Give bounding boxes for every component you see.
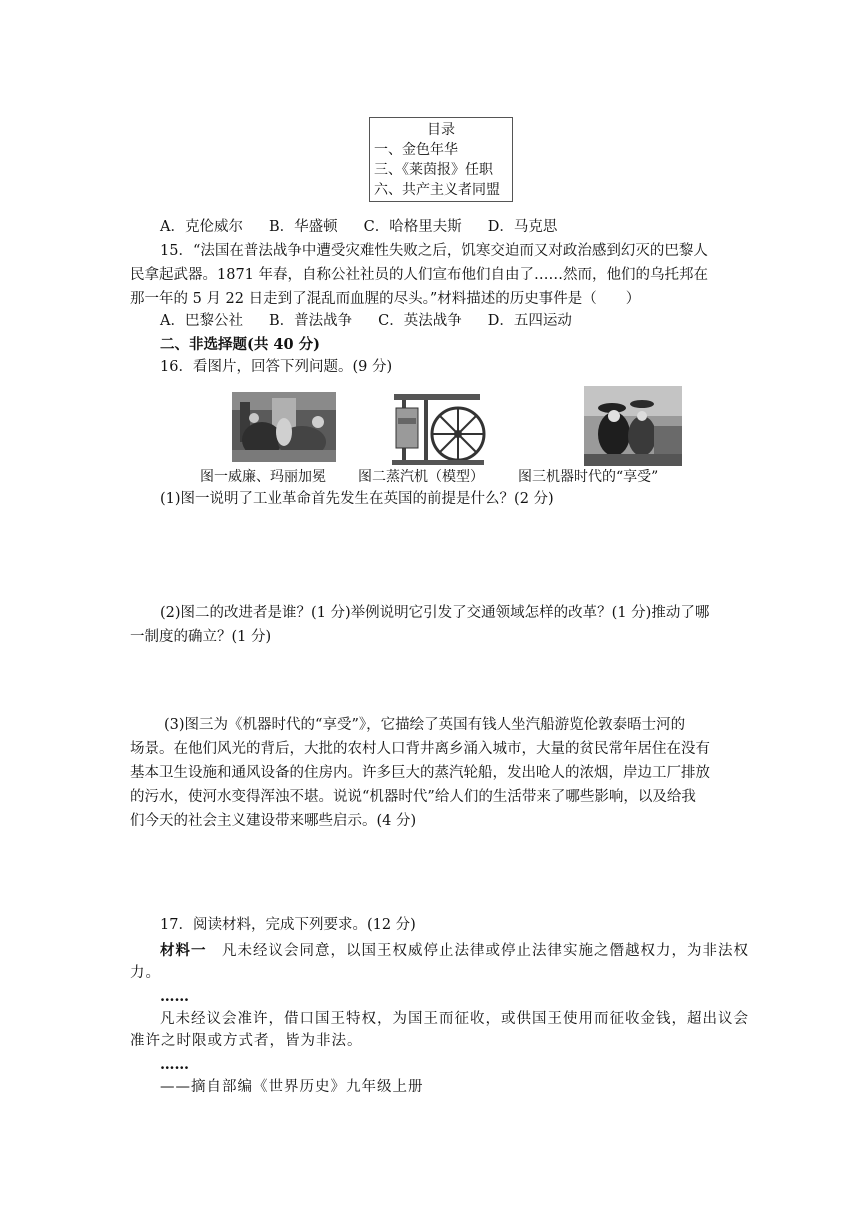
q17-material1-line: 力。 — [130, 965, 161, 981]
steam-engine-model-image — [388, 388, 488, 466]
material-1-label: 材料一 — [160, 942, 207, 959]
figure-3-caption: 图三机器时代的“享受” — [518, 469, 659, 485]
q15-option-c: C．英法战争 — [378, 313, 462, 329]
material-1-text: 凡未经议会同意，以国王权威停止法律或停止法律实施之僭越权力，为非法权 — [222, 943, 749, 959]
toc-item: 六、共产主义者同盟 — [374, 182, 500, 198]
q16-sub3-line: 们今天的社会主义建设带来哪些启示。(4 分) — [130, 813, 417, 829]
q15-option-d: D．五四运动 — [487, 313, 572, 329]
q16-sub2-line: (2)图二的改进者是谁？(1 分)举例说明它引发了交通领域怎样的改革？(1 分)推动了哪 — [160, 605, 710, 621]
toc-item: 一、金色年华 — [374, 142, 458, 158]
q16-sub3-line: (3)图三为《机器时代的“享受”》，它描绘了英国有钱人坐汽船游览伦敦泰晤士河的 — [164, 717, 686, 733]
q16-stem: 16．看图片，回答下列问题。(9 分) — [160, 359, 393, 375]
q14-option-c: C．哈格里夫斯 — [363, 219, 462, 235]
q15-options — [160, 310, 598, 332]
q16-sub3-line: 场景。在他们风光的背后，大批的农村人口背井离乡涌入城市，大量的贫民常年居住在没有 — [130, 741, 710, 757]
table-of-contents-box — [369, 117, 513, 202]
q14-options — [160, 216, 583, 238]
figure-2-caption: 图二蒸汽机（模型） — [358, 469, 484, 485]
coronation-painting-image — [232, 392, 336, 462]
q17-stem: 17．阅读材料，完成下列要求。(12 分) — [160, 917, 416, 933]
section-heading: 二、非选择题(共 40 分) — [160, 336, 320, 353]
q17-material1-line — [160, 940, 749, 962]
q16-sub2-line: 一制度的确立？(1 分) — [130, 629, 272, 645]
ellipsis: …… — [160, 988, 189, 1005]
toc-title: 目录 — [427, 122, 455, 138]
q14-option-d: D．马克思 — [487, 219, 558, 235]
q15-option-b: B．普法战争 — [268, 313, 353, 329]
q14-option-b: B．华盛顿 — [268, 219, 338, 235]
figure-1-caption: 图一威廉、玛丽加冕 — [200, 469, 326, 485]
q14-option-a: A．克伦威尔 — [160, 219, 243, 235]
q16-sub1: (1)图一说明了工业革命首先发生在英国的前提是什么？(2 分) — [160, 491, 554, 507]
material-source: ——摘自部编《世界历史》九年级上册 — [160, 1079, 424, 1095]
q15-option-a: A．巴黎公社 — [160, 313, 243, 329]
q15-stem-line: 那一年的 5 月 22 日走到了混乱而血腥的尽头。”材料描述的历史事件是（ ） — [130, 291, 641, 307]
q15-stem-line: 15．“法国在普法战争中遭受灾难性失败之后，饥寒交迫而又对政治感到幻灭的巴黎人 — [160, 243, 708, 259]
q16-sub3-line: 的污水，使河水变得浑浊不堪。说说“机器时代”给人们的生活带来了哪些影响，以及给我 — [130, 789, 696, 805]
q16-sub3-line: 基本卫生设施和通风设备的住房内。许多巨大的蒸汽轮船，发出呛人的浓烟，岸边工厂排放 — [130, 765, 710, 781]
q17-material1-line: 凡未经议会准许，借口国王特权，为国王而征收，或供国王使用而征收金钱，超出议会 — [160, 1011, 749, 1027]
q17-material1-line: 准许之时限或方式者，皆为非法。 — [130, 1033, 363, 1049]
toc-item: 三、《莱茵报》任职 — [374, 162, 493, 178]
q15-stem-line: 民拿起武器。1871 年春，自称公社社员的人们宣布他们自由了……然而，他们的乌托邦在 — [130, 267, 709, 283]
machine-age-enjoyment-image — [584, 386, 682, 466]
ellipsis: …… — [160, 1056, 189, 1073]
